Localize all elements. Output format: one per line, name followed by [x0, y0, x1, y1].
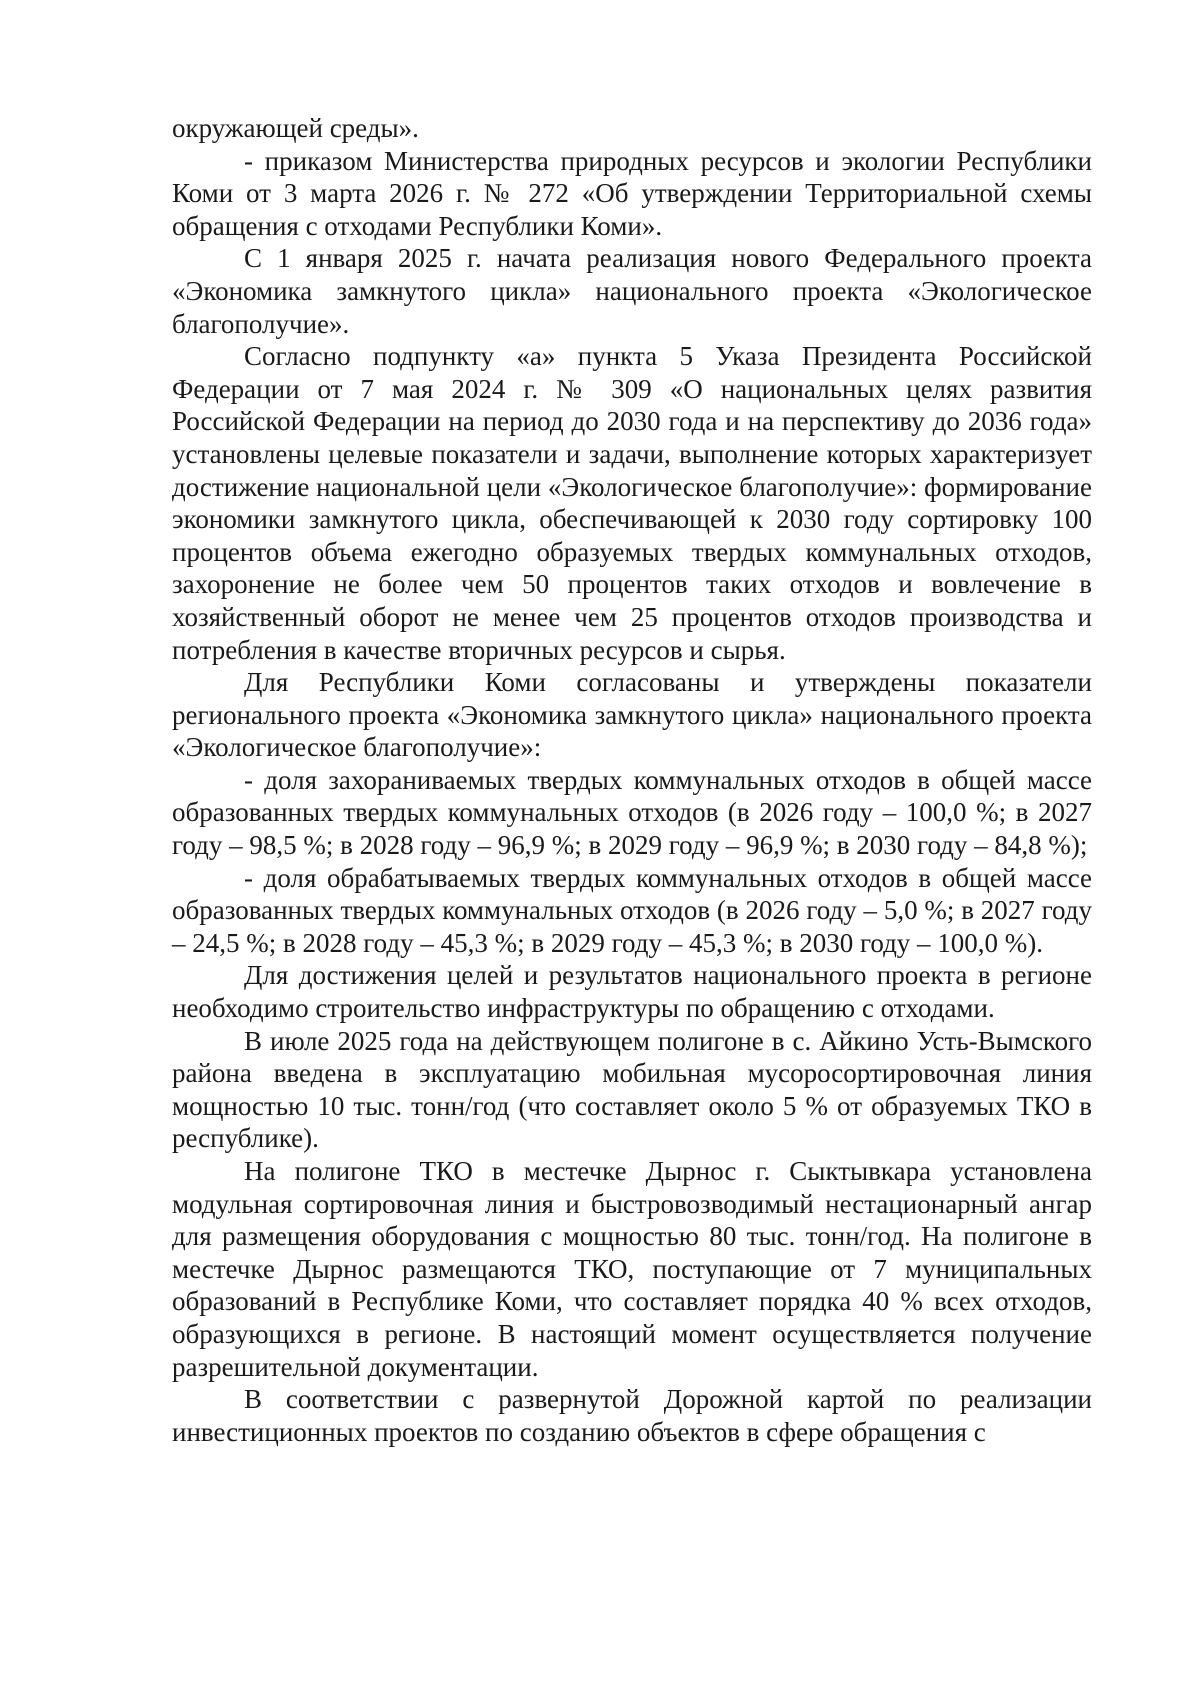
paragraph-roadmap: В соответствии с развернутой Дорожной картой по реализации инвестиционных проектов по созданию объектов в сфере обращения с — [172, 1384, 1092, 1447]
paragraph-aikino-line: В июле 2025 года на действующем полигоне в с. Айкино Усть-Вымского района введена в эксплуатацию мобильная мусоросортировочная линия мощностью 10 тыс. тонн/год (что составляет около 5 % от образуемых ТКО в республике). — [172, 1025, 1092, 1154]
paragraph-landfill-share: - доля захораниваемых твердых коммунальных отходов в общей массе образованных твердых коммунальных отходов (в 2026 году – 100,0 %; в 2027 году – 98,5 %; в 2028 году – 96,9 %; в 2029 году – 96,9 %; в 2030 году – 84,8 %); — [172, 764, 1092, 861]
paragraph-continuation: окружающей среды». — [172, 113, 419, 143]
paragraph-order-reference: - приказом Министерства природных ресурсов и экологии Республики Коми от 3 марта 2026 г. № 272 «Об утверждении Территориальной схемы обращения с отходами Республики Коми». — [172, 145, 1092, 241]
document-body — [172, 112, 1092, 1448]
paragraph-infrastructure-need: Для достижения целей и результатов национального проекта в регионе необходимо строительство инфраструктуры по обращению с отходами. — [172, 960, 1092, 1024]
paragraph-dyrnos-line: На полигоне ТКО в местечке Дырнос г. Сыктывкара установлена модульная сортировочная линия и быстровозводимый нестационарный ангар для размещения оборудования с мощностью 80 тыс. тонн/год. На полигоне в местечке Дырнос размещаются ТКО, поступающие от 7 муниципальных образований в Республике Коми, что составляет порядка 40 % всех отходов, образующихся в регионе. В настоящий момент осуществляется получение разрешительной документации. — [172, 1156, 1092, 1382]
paragraph-regional-indicators: Для Республики Коми согласованы и утверждены показатели регионального проекта «Экономика замкнутого цикла» национального проекта «Экологическое благополучие»: — [172, 667, 1092, 763]
paragraph-processing-share: - доля обрабатываемых твердых коммунальных отходов в общей массе образованных твердых коммунальных отходов (в 2026 году – 5,0 %; в 2027 году – 24,5 %; в 2028 году – 45,3 %; в 2029 году – 45,3 %; в 2030 году – 100,0 %). — [172, 862, 1092, 958]
paragraph-presidential-decree: Согласно подпункту «а» пункта 5 Указа Президента Российской Федерации от 7 мая 2024 г. № 309 «О национальных целях развития Российской Федерации на период до 2030 года и на перспективу до 2036 года» установлены целевые показатели и задачи, выполнение которых характеризует достижение национальной цели «Экологическое благополучие»: формирование экономики замкнутого цикла, обеспечивающей к 2030 году сортировку 100 процентов объема ежегодно образуемых твердых коммунальных отходов, захоронение не более чем 50 процентов таких отходов и вовлечение в хозяйственный оборот не менее чем 25 процентов отходов производства и потребления в качестве вторичных ресурсов и сырья. — [172, 341, 1092, 665]
paragraph-federal-project: С 1 января 2025 г. начата реализация нового Федерального проекта «Экономика замкнутого цикла» национального проекта «Экологическое благополучие». — [172, 243, 1092, 339]
